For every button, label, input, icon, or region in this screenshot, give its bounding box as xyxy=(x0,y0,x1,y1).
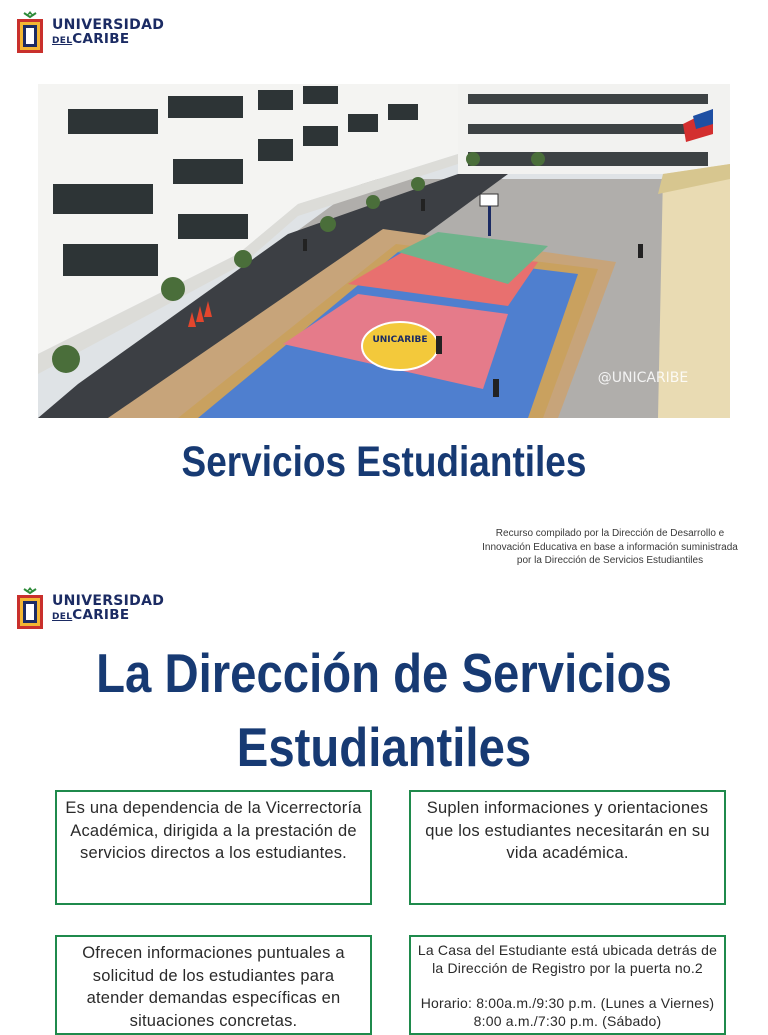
page2-title-line1: La Dirección de Servicios xyxy=(96,642,672,704)
caribe-emblem-icon xyxy=(15,585,45,631)
university-logo xyxy=(15,585,164,631)
logo-line1: UNIVERSIDAD xyxy=(52,16,165,33)
cover-credit xyxy=(455,527,765,568)
info-box-text: Ofrecen informaciones puntuales a solicitud de los estudiantes para atender demandas específicas en situaciones concretas. xyxy=(82,944,345,1030)
info-box-orientaciones xyxy=(409,790,726,905)
credit-line-1: Recurso compilado por la Dirección de Desarrollo e xyxy=(495,528,725,539)
campus-courtyard-photo xyxy=(38,84,730,418)
logo-line1: UNIVERSIDAD xyxy=(52,592,165,609)
court-logo-text: UNICARIBE xyxy=(372,335,428,345)
photo-watermark: @UNICARIBE xyxy=(597,370,689,386)
university-logo xyxy=(15,9,164,55)
info-box-hours-weekday: Horario: 8:00a.m./9:30 p.m. (Lunes a Viernes) xyxy=(420,995,715,1011)
info-box-hours-saturday: 8:00 a.m./7:30 p.m. (Sábado) xyxy=(473,1013,662,1029)
logo-del: DEL xyxy=(52,35,73,46)
info-box-text: Suplen informaciones y orientaciones que los estudiantes necesitarán en su vida académica. xyxy=(425,799,710,862)
info-box-informaciones xyxy=(55,935,372,1035)
info-box-text: Es una dependencia de la Vicerrectoría Académica, dirigida a la prestación de servicios directos a los estudiantes. xyxy=(65,799,362,862)
logo-del: DEL xyxy=(52,611,73,622)
page2-title-line2: Estudiantiles xyxy=(236,716,532,778)
logo-line2 xyxy=(52,30,164,47)
logo-caribe: CARIBE xyxy=(72,30,130,47)
credit-line-3: por la Dirección de Servicios Estudiantiles xyxy=(516,555,704,566)
caribe-emblem-icon xyxy=(15,9,45,55)
info-box-location: La Casa del Estudiante está ubicada detrás de la Dirección de Registro por la puerta no.2 xyxy=(417,942,718,976)
info-box-casa-estudiante xyxy=(409,935,726,1035)
credit-line-2: Innovación Educativa en base a información suministrada xyxy=(482,541,738,553)
logo-caribe: CARIBE xyxy=(72,606,130,623)
cover-title: Servicios Estudiantiles xyxy=(181,438,587,486)
info-box-dependencia xyxy=(55,790,372,905)
logo-line2 xyxy=(52,606,164,623)
page2-title xyxy=(54,636,714,784)
